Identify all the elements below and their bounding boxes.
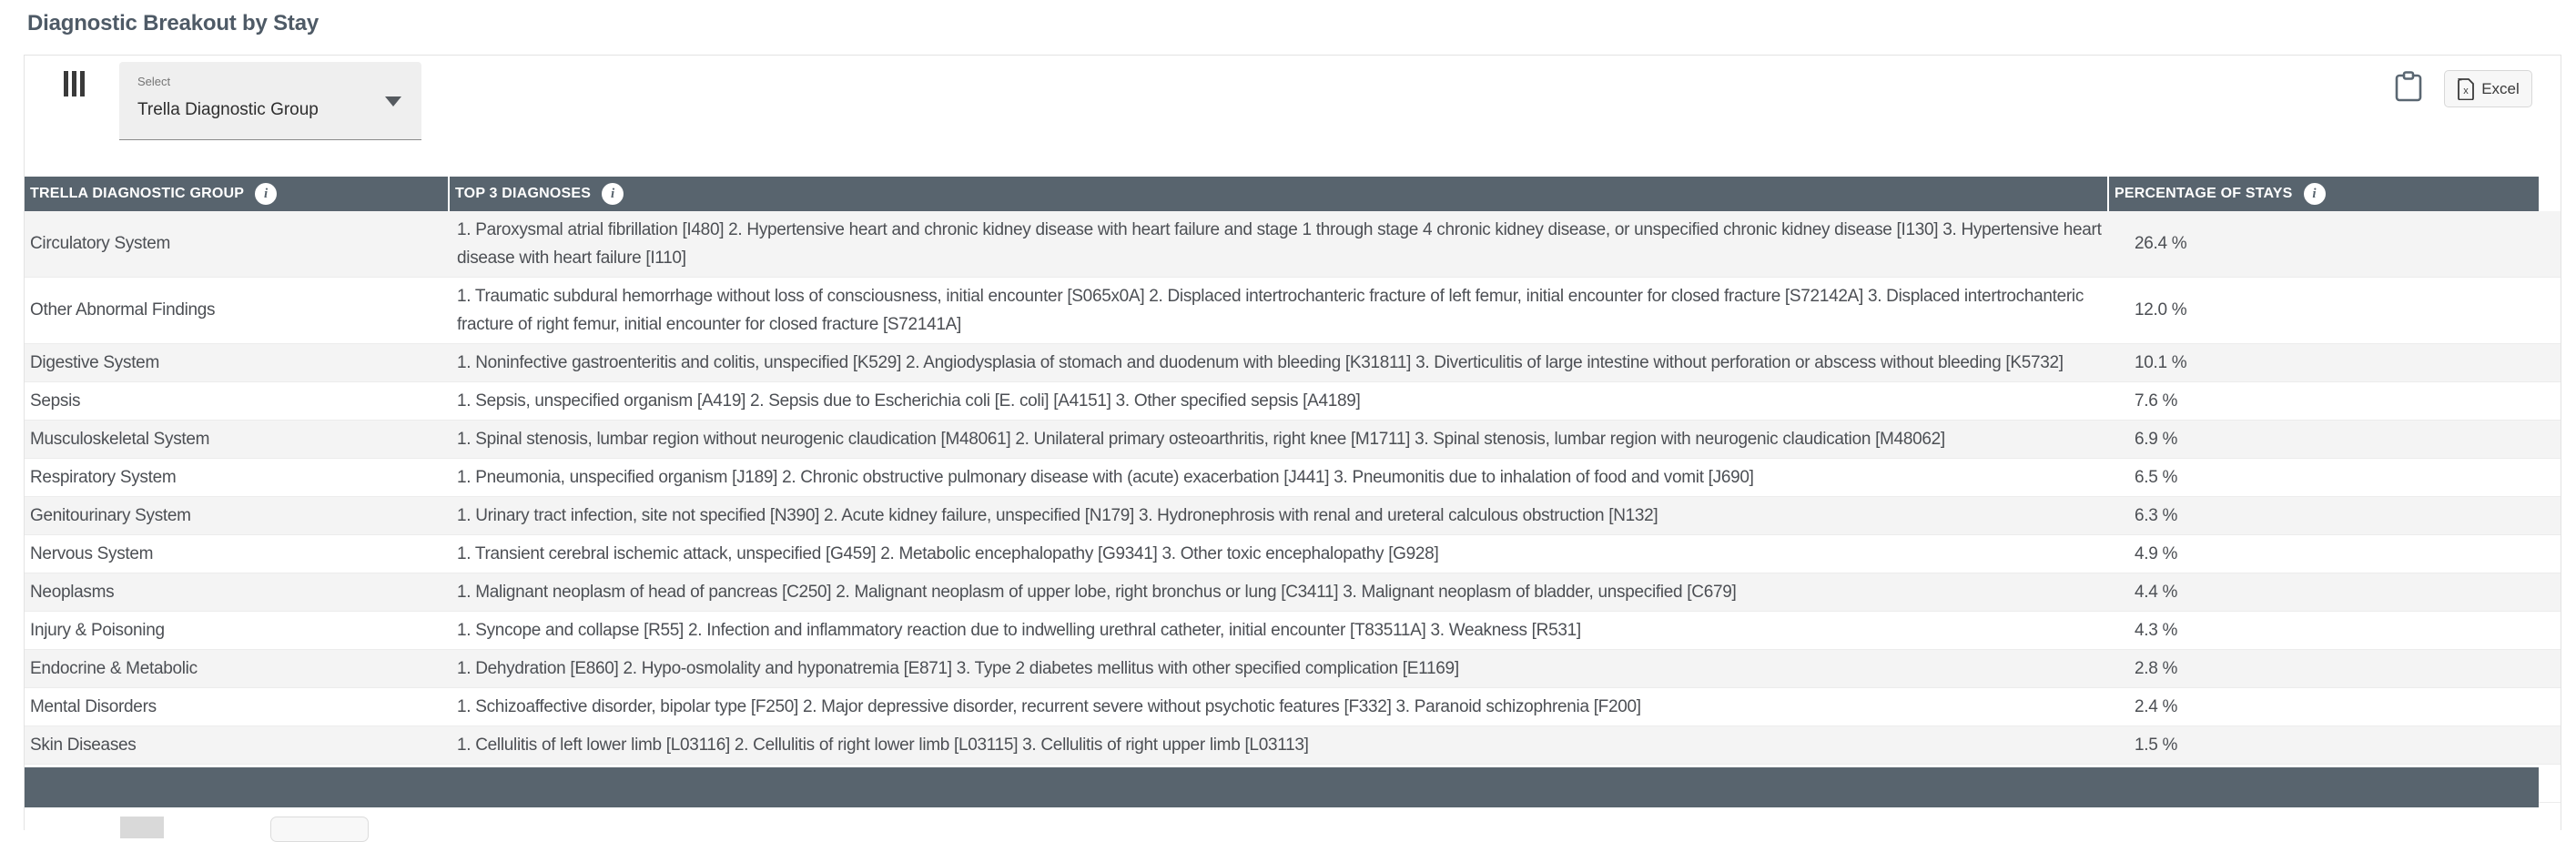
- cell-percentage-of-stays: 7.6 %: [2135, 391, 2178, 411]
- cell-diagnostic-group: Other Abnormal Findings: [30, 300, 216, 320]
- cell-percentage-of-stays: 2.4 %: [2135, 696, 2178, 716]
- cell-top-3-diagnoses: 1. Spinal stenosis, lumbar region without neurogenic claudication [M48061] 2. Unilateral primary osteoarthritis, right knee [M1711] 3. Spinal stenosis, lumbar region with neurogenic claudication [M48062]: [457, 430, 1945, 449]
- column-header-percentage-of-stays[interactable]: [2109, 177, 2539, 211]
- cell-diagnostic-group: Endocrine & Metabolic: [30, 658, 198, 678]
- card-toolbar: [25, 56, 2561, 176]
- cell-diagnostic-group: Neoplasms: [30, 582, 115, 602]
- cell-top-3-diagnoses: 1. Pneumonia, unspecified organism [J189] 2. Chronic obstructive pulmonary disease with (acute) exacerbation [J441] 3. Pneumonitis due to inhalation of food and vomit [J690]: [457, 468, 1754, 487]
- cell-diagnostic-group: Sepsis: [30, 391, 81, 411]
- cell-percentage-of-stays: 10.1 %: [2135, 352, 2187, 372]
- cell-diagnostic-group: Injury & Poisoning: [30, 620, 165, 640]
- table-row[interactable]: [25, 278, 2561, 344]
- svg-text:x: x: [2463, 85, 2469, 96]
- table-row[interactable]: [25, 497, 2561, 535]
- excel-file-icon: [2457, 78, 2475, 100]
- excel-button-label: Excel: [2481, 79, 2520, 97]
- select-value: Trella Diagnostic Group: [137, 100, 319, 119]
- cell-top-3-diagnoses: 1. Urinary tract infection, site not specified [N390] 2. Acute kidney failure, unspecified [N179] 3. Hydronephrosis with renal and ureteral calculous obstruction [N132]: [457, 506, 1658, 525]
- table-footer-bar: [25, 767, 2539, 807]
- table-body: [25, 211, 2561, 803]
- info-icon[interactable]: i: [2304, 183, 2326, 205]
- table-row[interactable]: [25, 421, 2561, 459]
- page-title: Diagnostic Breakout by Stay: [27, 11, 319, 36]
- column-header-trella-diagnostic-group[interactable]: [25, 177, 450, 211]
- select-label: Select: [137, 75, 171, 88]
- grip-vertical-icon[interactable]: [64, 71, 85, 96]
- cell-percentage-of-stays: 4.4 %: [2135, 582, 2178, 602]
- cell-percentage-of-stays: 26.4 %: [2135, 234, 2187, 253]
- cell-percentage-of-stays: 6.3 %: [2135, 505, 2178, 525]
- cell-diagnostic-group: Mental Disorders: [30, 696, 157, 716]
- excel-export-button[interactable]: [2444, 70, 2532, 107]
- cell-percentage-of-stays: 4.9 %: [2135, 543, 2178, 563]
- cell-diagnostic-group: Skin Diseases: [30, 735, 137, 755]
- table-row[interactable]: [25, 650, 2561, 688]
- table-row[interactable]: [25, 382, 2561, 421]
- info-icon[interactable]: i: [602, 183, 624, 205]
- cell-top-3-diagnoses: 1. Dehydration [E860] 2. Hypo-osmolality and hyponatremia [E871] 3. Type 2 diabetes mellitus with other specified complication [E1169]: [457, 659, 1459, 678]
- cell-diagnostic-group: Nervous System: [30, 543, 154, 563]
- column-header-label: PERCENTAGE OF STAYS: [2115, 186, 2293, 201]
- table-row[interactable]: [25, 688, 2561, 726]
- cell-percentage-of-stays: 1.5 %: [2135, 735, 2178, 755]
- cell-diagnostic-group: Circulatory System: [30, 234, 171, 253]
- cell-top-3-diagnoses: 1. Sepsis, unspecified organism [A419] 2. Sepsis due to Escherichia coli [E. coli] [A4151] 3. Other specified sepsis [A4189]: [457, 391, 1361, 411]
- cell-top-3-diagnoses: 1. Transient cerebral ischemic attack, unspecified [G459] 2. Metabolic encephalopathy [G9341] 3. Other toxic encephalopathy [G928]: [457, 544, 1439, 563]
- info-icon[interactable]: i: [255, 183, 277, 205]
- cell-diagnostic-group: Genitourinary System: [30, 505, 191, 525]
- table-row[interactable]: [25, 612, 2561, 650]
- cell-percentage-of-stays: 12.0 %: [2135, 300, 2187, 320]
- cell-top-3-diagnoses: 1. Cellulitis of left lower limb [L03116] 2. Cellulitis of right lower limb [L03115] 3. Cellulitis of right upper limb [L03113]: [457, 735, 1309, 755]
- cell-diagnostic-group: Respiratory System: [30, 467, 177, 487]
- column-header-label: TRELLA DIAGNOSTIC GROUP: [30, 186, 245, 201]
- table-row[interactable]: [25, 344, 2561, 382]
- cell-top-3-diagnoses: 1. Noninfective gastroenteritis and colitis, unspecified [K529] 2. Angiodysplasia of stomach and duodenum with bleeding [K31811] 3. Diverticulitis of large intestine without perforation or abscess without bleeding [K5732]: [457, 353, 2064, 372]
- table-row[interactable]: [25, 573, 2561, 612]
- cell-top-3-diagnoses: 1. Syncope and collapse [R55] 2. Infection and inflammatory reaction due to indwelling urethral catheter, initial encounter [T83511A] 3. Weakness [R531]: [457, 621, 1581, 640]
- cell-top-3-diagnoses: 1. Traumatic subdural hemorrhage without loss of consciousness, initial encounter [S065x0A] 2. Displaced intertrochanteric fracture of left femur, initial encounter for closed fracture [S72142A] 3. Displaced intertrochanteric fracture of right femur, initial encounter for closed fracture [S72141A]: [457, 287, 2084, 334]
- cell-top-3-diagnoses: 1. Malignant neoplasm of head of pancreas [C250] 2. Malignant neoplasm of upper lobe, right bronchus or lung [C3411] 3. Malignant neoplasm of bladder, unspecified [C679]: [457, 583, 1737, 602]
- cell-top-3-diagnoses: 1. Schizoaffective disorder, bipolar type [F250] 2. Major depressive disorder, recurrent severe without psychotic features [F332] 3. Paranoid schizophrenia [F200]: [457, 697, 1641, 716]
- table-header-row: [25, 177, 2539, 211]
- cell-percentage-of-stays: 4.3 %: [2135, 620, 2178, 640]
- table-row[interactable]: [25, 726, 2561, 765]
- pagination-fragment[interactable]: [120, 817, 164, 838]
- cell-diagnostic-group: Digestive System: [30, 352, 159, 372]
- chevron-down-icon: [385, 96, 401, 107]
- cell-percentage-of-stays: 6.5 %: [2135, 467, 2178, 487]
- diagnostic-breakout-card: [24, 55, 2561, 830]
- column-header-label: TOP 3 DIAGNOSES: [455, 186, 592, 201]
- diagnostic-group-select[interactable]: [119, 62, 421, 140]
- cell-diagnostic-group: Musculoskeletal System: [30, 429, 210, 449]
- table-row[interactable]: [25, 211, 2561, 278]
- cell-percentage-of-stays: 6.9 %: [2135, 429, 2178, 449]
- table-row[interactable]: [25, 535, 2561, 573]
- cell-top-3-diagnoses: 1. Paroxysmal atrial fibrillation [I480] 2. Hypertensive heart and chronic kidney disease with heart failure and stage 1 through stage 4 chronic kidney disease, or unspecified chronic kidney disease [I130] 3. Hypertensive heart disease with heart failure [I110]: [457, 220, 2102, 268]
- cell-percentage-of-stays: 2.8 %: [2135, 658, 2178, 678]
- column-header-top-3-diagnoses[interactable]: [450, 177, 2109, 211]
- table-row[interactable]: [25, 459, 2561, 497]
- pagination-button-fragment[interactable]: [270, 817, 369, 842]
- copy-to-clipboard-icon[interactable]: [2395, 71, 2422, 102]
- clipboard-icon: [2395, 71, 2422, 102]
